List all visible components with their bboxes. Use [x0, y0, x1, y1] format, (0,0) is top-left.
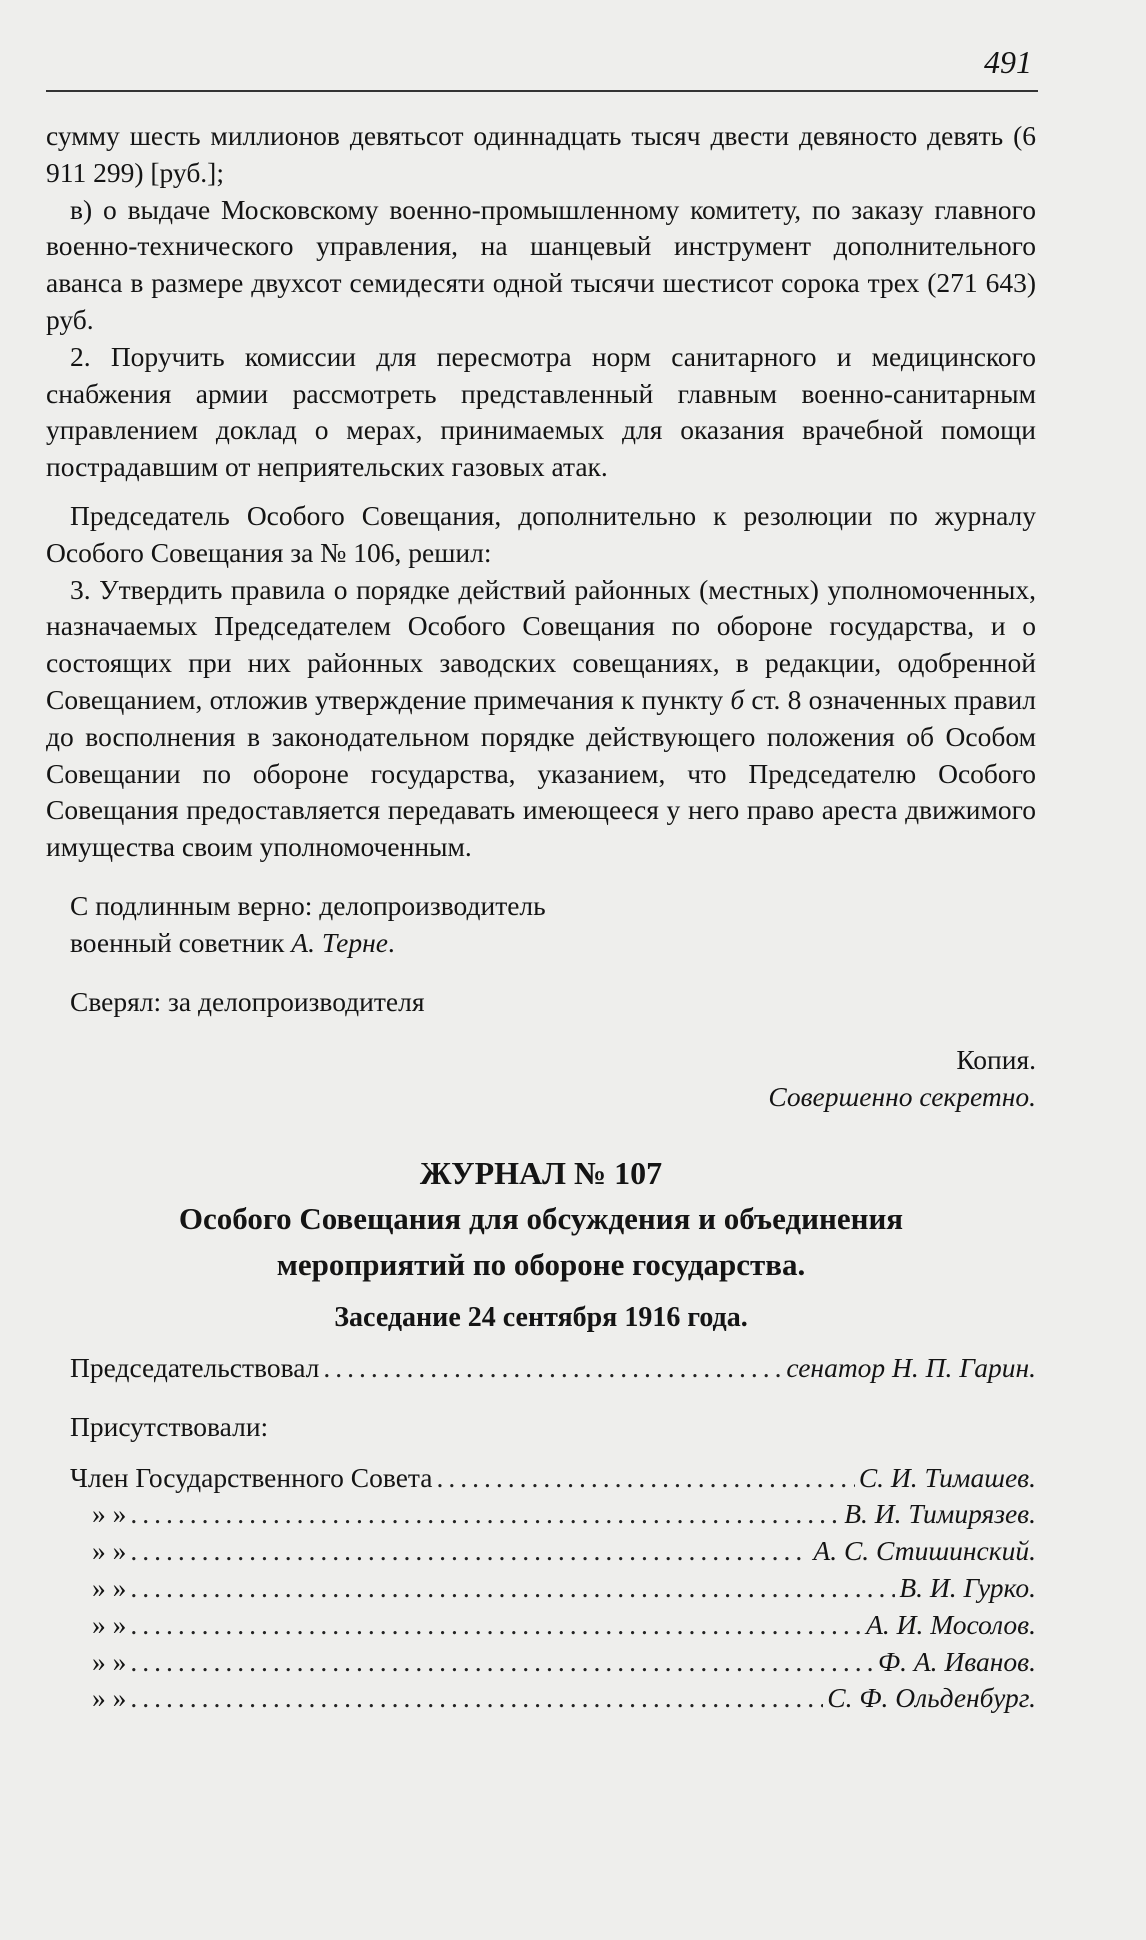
paragraph-chairman-decision: Председатель Особого Совещания, дополнительно к резолюции по журналу Особого Совещания за № 106, решил:	[46, 499, 1036, 568]
attendee-name: С. И. Тимашев.	[858, 1461, 1036, 1493]
verification-line: Сверял: за делопроизводителя	[70, 985, 425, 1017]
leader-dots	[130, 1533, 809, 1570]
attendee-row	[46, 1607, 1036, 1644]
attendee-name: С. Ф. Ольденбург.	[827, 1682, 1036, 1714]
certification-name: А. Терне	[291, 926, 388, 958]
leader-dots	[130, 1607, 862, 1644]
attendee-title: Член Государственного Совета	[70, 1461, 433, 1493]
attendee-row	[46, 1460, 1036, 1497]
leader-dots	[130, 1644, 874, 1681]
journal-heading	[46, 1150, 1036, 1338]
attendee-row	[46, 1570, 1036, 1607]
attendees-list	[46, 1460, 1036, 1718]
journal-subtitle-line-1: Особого Совещания для обсуждения и объединения	[178, 1200, 904, 1236]
item-3-text-a: 3. Утвердить правила о порядке действий районных (местных) уполномоченных, назначаемых Председателем Особого Совещания по обороне государства, и о состоящих при них районных заводских совещаниях, в редакции, одобренной Совещанием, отложив утверждение примечания к пункту	[46, 573, 1036, 715]
paragraph-item-v: в) о выдаче Московскому военно-промышленному комитету, по заказу главного военно-технического управления, на шанцевый инструмент дополнительного аванса в размере двухсот семидесяти одной тысячи шестисот сорока трех (271 643) руб.	[46, 193, 1036, 335]
leader-dots	[436, 1460, 854, 1497]
attendee-ditto: » »	[92, 1608, 127, 1640]
paragraph-item-3	[46, 572, 1036, 866]
certification-period: .	[387, 926, 395, 958]
attendee-name: В. И. Тимирязев.	[844, 1498, 1036, 1530]
attendee-row	[46, 1496, 1036, 1533]
running-header	[46, 40, 1038, 92]
presided-label: Председательствовал	[70, 1351, 320, 1383]
leader-dots	[130, 1496, 840, 1533]
document-body	[46, 118, 1036, 1717]
item-3-text-b: ст. 8 означенных правил до восполнения в законодательном порядке действующего положения об Особом Совещании по обороне государства, указанием, что Председателю Особого Совещания предоставляется передавать имеющееся у него право ареста движимого имущества своим уполномоченным.	[46, 683, 1036, 863]
item-3-italic-letter: б	[730, 683, 745, 715]
copy-stamp: Копия.	[956, 1044, 1036, 1076]
certification-line-2	[46, 925, 1036, 962]
attendee-row	[46, 1533, 1036, 1570]
paragraph-continuation: сумму шесть миллионов девятьсот одиннадцать тысяч двести девяносто девять (6 911 299) [руб.];	[46, 120, 1036, 188]
session-date: Заседание 24 сентября 1916 года.	[334, 1301, 748, 1333]
paragraph-item-2: 2. Поручить комиссии для пересмотра норм санитарного и медицинского снабжения армии рассмотреть представленный главным военно-санитарным управлением доклад о мерах, принимаемых для оказания врачебной помощи пострадавшим от неприятельских газовых атак.	[46, 340, 1036, 483]
secret-stamp: Совершенно секретно.	[768, 1081, 1036, 1113]
journal-subtitle-line-2: мероприятий по обороне государства.	[276, 1246, 806, 1282]
attendee-ditto: » »	[92, 1645, 127, 1677]
attendee-ditto: » »	[92, 1682, 127, 1714]
attendees-heading: Присутствовали:	[70, 1410, 269, 1442]
attendee-ditto: » »	[92, 1535, 127, 1567]
attendee-ditto: » »	[92, 1498, 127, 1530]
presided-name: сенатор Н. П. Гарин.	[786, 1351, 1036, 1383]
attendee-ditto: » »	[92, 1571, 127, 1603]
attendee-name: А. И. Мосолов.	[866, 1608, 1036, 1640]
attendee-name: А. С. Стишинский.	[813, 1535, 1036, 1567]
leader-dots	[130, 1680, 823, 1717]
leader-dots	[130, 1570, 895, 1607]
attendee-row	[46, 1644, 1036, 1681]
attendee-name: В. И. Гурко.	[899, 1571, 1036, 1603]
attendee-name: Ф. А. Иванов.	[878, 1645, 1036, 1677]
attendee-row	[46, 1680, 1036, 1717]
page-number: 491	[984, 44, 1032, 80]
journal-title: ЖУРНАЛ № 107	[419, 1154, 663, 1191]
presided-row	[46, 1350, 1036, 1387]
leader-dots	[323, 1350, 782, 1387]
certification-rank: военный советник	[70, 926, 292, 958]
certification-line-1: С подлинным верно: делопроизводитель	[70, 889, 546, 921]
